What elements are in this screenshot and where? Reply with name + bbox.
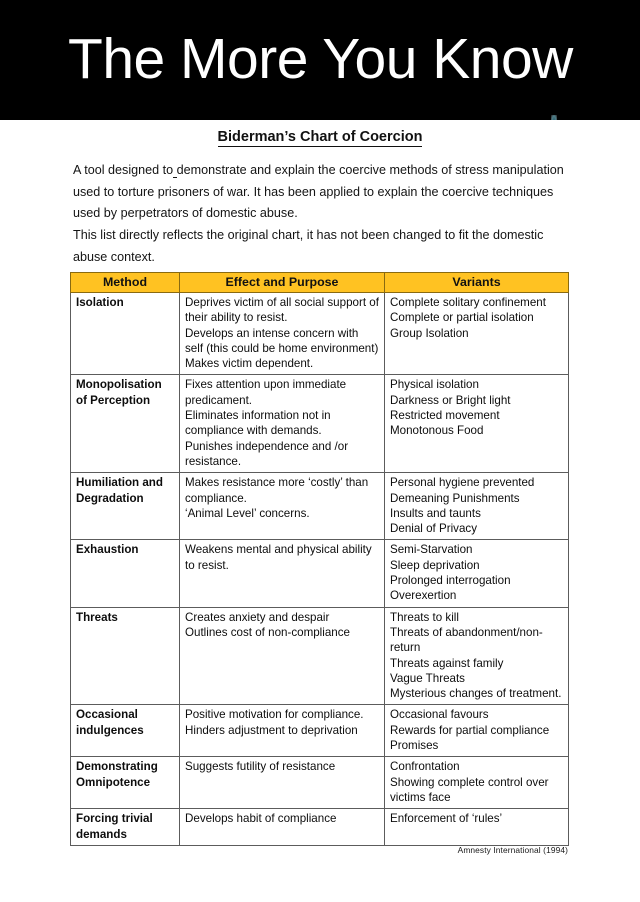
banner-title: The More You Know bbox=[68, 27, 573, 91]
cell-lines bbox=[185, 610, 379, 641]
column-header-method: Method bbox=[71, 273, 180, 293]
cell-lines bbox=[390, 811, 563, 826]
cell-line: Develops an intense concern with self (this could be home environment) bbox=[185, 326, 379, 355]
cell-line: Creates anxiety and despair bbox=[185, 610, 330, 624]
cell-variants bbox=[385, 705, 569, 757]
cell-lines bbox=[390, 610, 563, 702]
table-row bbox=[71, 705, 569, 757]
cell-line: Mysterious changes of treatment. bbox=[390, 687, 562, 701]
cell-method bbox=[71, 607, 180, 705]
cell-line: Makes victim dependent. bbox=[185, 357, 314, 371]
column-header-effect: Effect and Purpose bbox=[180, 273, 385, 293]
table-row bbox=[71, 540, 569, 607]
cell-line: Rewards for partial compliance bbox=[390, 723, 550, 737]
cell-lines bbox=[390, 475, 563, 536]
cell-line: Hinders adjustment to deprivation bbox=[185, 723, 358, 737]
table-header bbox=[71, 273, 569, 293]
cell-line: Prolonged interrogation bbox=[390, 574, 511, 588]
cell-method bbox=[71, 375, 180, 473]
cell-line: Suggests futility of resistance bbox=[185, 760, 336, 774]
cell-lines bbox=[76, 610, 174, 625]
page-title-text: Biderman’s Chart of Coercion bbox=[217, 129, 423, 145]
cell-line: Threats to kill bbox=[390, 610, 459, 624]
cell-effect bbox=[180, 809, 385, 846]
cell-line: Monopolisation of Perception bbox=[76, 378, 165, 407]
cell-variants bbox=[385, 809, 569, 846]
cell-line: Promises bbox=[390, 739, 439, 753]
top-banner bbox=[0, 0, 640, 120]
cell-variants bbox=[385, 473, 569, 540]
table-row bbox=[71, 757, 569, 809]
cell-method bbox=[71, 809, 180, 846]
cell-line: Physical isolation bbox=[390, 378, 479, 392]
cell-line: Enforcement of ‘rules’ bbox=[390, 812, 503, 826]
cell-line: Darkness or Bright light bbox=[390, 393, 511, 407]
cell-line: Humiliation and Degradation bbox=[76, 476, 167, 505]
cell-line: Punishes independence and /or resistance. bbox=[185, 439, 352, 468]
cell-variants bbox=[385, 375, 569, 473]
cell-line: Monotonous Food bbox=[390, 424, 484, 438]
cell-lines bbox=[185, 707, 379, 738]
cell-lines bbox=[185, 811, 379, 826]
table-row bbox=[71, 473, 569, 540]
cell-line: Sleep deprivation bbox=[390, 558, 480, 572]
cell-line: Vague Threats bbox=[390, 671, 465, 685]
cell-line: Overexertion bbox=[390, 589, 457, 603]
cell-line: Deprives victim of all social support of their ability to resist. bbox=[185, 296, 383, 325]
cell-line: Forcing trivial demands bbox=[76, 812, 156, 841]
cell-method bbox=[71, 757, 180, 809]
cell-line: Demonstrating Omnipotence bbox=[76, 760, 162, 789]
cell-lines bbox=[390, 759, 563, 805]
intro-paragraph-2: This list directly reflects the original chart, it has not been changed to fit the domestic abuse context. bbox=[73, 228, 544, 264]
cell-lines bbox=[76, 707, 174, 738]
cell-line: Threats bbox=[76, 610, 118, 624]
coercion-table bbox=[70, 272, 569, 846]
cell-line: Exhaustion bbox=[76, 543, 139, 557]
cell-line: Makes resistance more ‘costly’ than compliance. bbox=[185, 476, 372, 505]
cell-effect bbox=[180, 293, 385, 375]
cell-effect bbox=[180, 757, 385, 809]
cell-variants bbox=[385, 293, 569, 375]
cell-line: Occasional favours bbox=[390, 708, 489, 722]
cell-line: Restricted movement bbox=[390, 409, 500, 423]
cell-lines bbox=[185, 377, 379, 469]
cell-line: Demeaning Punishments bbox=[390, 491, 520, 505]
cell-lines bbox=[390, 377, 563, 438]
cell-variants bbox=[385, 540, 569, 607]
cell-line: Complete or partial isolation bbox=[390, 311, 534, 325]
cell-variants bbox=[385, 607, 569, 705]
cell-lines bbox=[76, 475, 174, 506]
cell-lines bbox=[390, 707, 563, 753]
intro-paragraph-1-text: A tool designed to demonstrate and explain the coercive methods of stress manipulation used to torture prisoners of war. It has been applied to explain the coercive techniques used by perpetrators of domestic abuse. bbox=[73, 163, 564, 220]
cell-line: Occasional indulgences bbox=[76, 708, 144, 737]
cell-effect bbox=[180, 473, 385, 540]
cell-line: Personal hygiene prevented bbox=[390, 476, 535, 490]
cell-lines bbox=[185, 295, 383, 371]
table-row bbox=[71, 809, 569, 846]
cell-line: Group Isolation bbox=[390, 326, 469, 340]
cell-method bbox=[71, 293, 180, 375]
cell-lines bbox=[76, 377, 174, 408]
cell-lines bbox=[76, 295, 174, 310]
cell-line: Insults and taunts bbox=[390, 506, 481, 520]
column-header-variants: Variants bbox=[385, 273, 569, 293]
table-row bbox=[71, 607, 569, 705]
cell-lines bbox=[390, 542, 563, 603]
cell-effect bbox=[180, 705, 385, 757]
attribution-note: Amnesty International (1994) bbox=[457, 845, 568, 855]
cell-line: Positive motivation for compliance. bbox=[185, 708, 364, 722]
cell-line: Complete solitary confinement bbox=[390, 296, 546, 309]
cell-lines bbox=[185, 475, 379, 521]
cell-lines bbox=[390, 295, 563, 341]
cell-method bbox=[71, 705, 180, 757]
table-row bbox=[71, 293, 569, 375]
cell-method bbox=[71, 540, 180, 607]
cell-line: Weakens mental and physical ability to resist. bbox=[185, 543, 375, 572]
cell-line: Threats of abandonment/non-return bbox=[390, 625, 543, 655]
cell-line: Denial of Privacy bbox=[390, 522, 477, 536]
cell-line: Isolation bbox=[76, 296, 124, 309]
cell-lines bbox=[185, 759, 379, 774]
cell-method bbox=[71, 473, 180, 540]
cell-line: Threats against family bbox=[390, 656, 504, 670]
cell-effect bbox=[180, 540, 385, 607]
cell-lines bbox=[185, 542, 379, 573]
cell-lines bbox=[76, 811, 174, 842]
cell-lines bbox=[76, 759, 174, 790]
cell-line: ‘Animal Level’ concerns. bbox=[185, 506, 310, 520]
cell-effect bbox=[180, 607, 385, 705]
cell-line: Eliminates information not in compliance with demands. bbox=[185, 409, 334, 438]
page-title bbox=[0, 129, 640, 145]
cell-variants bbox=[385, 757, 569, 809]
cell-line: Showing complete control over victims face bbox=[390, 775, 552, 804]
cell-effect bbox=[180, 375, 385, 473]
intro-paragraph-1 bbox=[73, 160, 568, 225]
cell-line: Confrontation bbox=[390, 760, 460, 774]
document-page bbox=[0, 120, 640, 902]
cell-line: Semi-Starvation bbox=[390, 543, 473, 557]
table-header-row bbox=[71, 273, 569, 293]
cell-line: Develops habit of compliance bbox=[185, 812, 337, 826]
table-body bbox=[71, 293, 569, 846]
table-row bbox=[71, 375, 569, 473]
cell-line: Fixes attention upon immediate predicament. bbox=[185, 378, 350, 407]
stray-underline-artifact bbox=[173, 163, 177, 178]
cell-line: Outlines cost of non-compliance bbox=[185, 625, 350, 639]
cell-lines bbox=[76, 542, 174, 557]
